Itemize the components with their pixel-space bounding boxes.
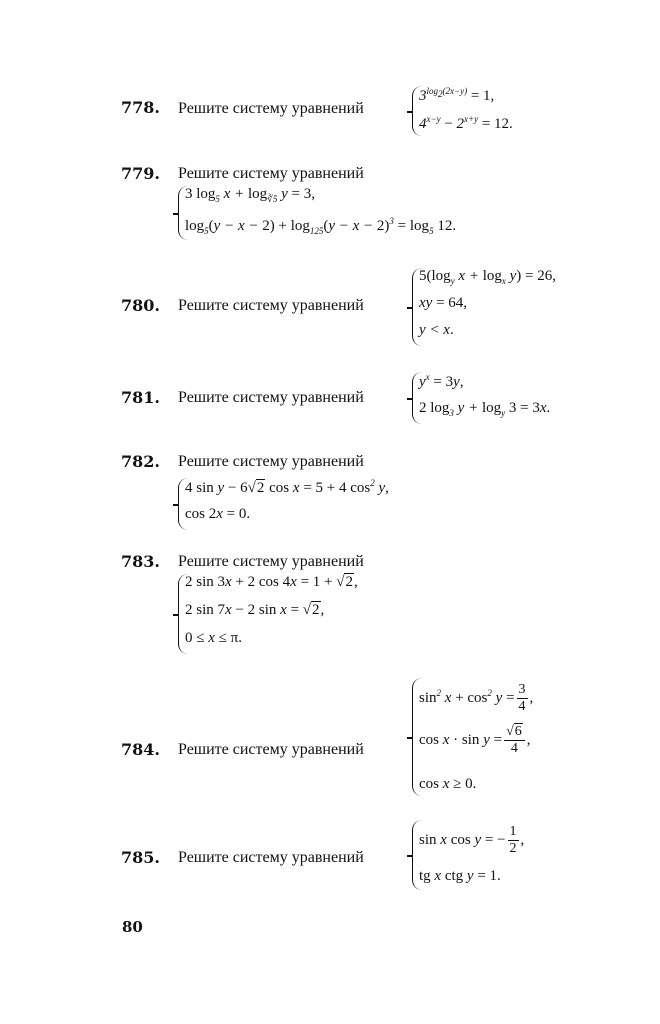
problem-number: 784. [121, 740, 160, 759]
equation: $y^x = 3y$, [419, 372, 464, 390]
equation: cos x · sin y = $\frac{√6}{4}$ , [419, 724, 531, 756]
equation: $4^{x-y} - 2^{x+y} = 12$. [419, 114, 513, 132]
problem-label: Решите систему уравнений [178, 165, 364, 182]
equation: cos 2x = 0. [185, 506, 251, 522]
equation-system [178, 574, 429, 654]
problem-number: 783. [121, 552, 160, 571]
problem-label: Решите систему уравнений [178, 453, 364, 470]
equation: 4 sin y − 6√2 cos x = 5 + 4 $\cos^2 y$, [185, 478, 389, 496]
problem-number: 782. [121, 452, 160, 471]
equation-system [412, 86, 603, 136]
problem-label: Решите систему уравнений [178, 389, 364, 406]
equation: 2 $\log_3 y + \log_y 3 = 3x$. [419, 400, 551, 418]
equation: $3^{log_2(2x-y)} = 1$, [419, 86, 495, 104]
problem-label: Решите систему уравнений [178, 553, 364, 570]
equation-system [412, 372, 593, 424]
problem-number: 779. [121, 164, 160, 183]
equation: sin x cos y = − $\frac{1}{2}$ , [419, 824, 525, 856]
equation: 3 $\log_5 x + \log_{∛5} y = 3$, [185, 186, 316, 204]
equation-system [178, 478, 459, 530]
equation: 0 ≤ x ≤ π. [185, 630, 242, 646]
problem-label: Решите систему уравнений [178, 297, 364, 314]
problem-label: Решите систему уравнений [178, 100, 364, 117]
problem-number: 778. [121, 98, 160, 117]
problem-label: Решите систему уравнений [178, 741, 364, 758]
equation-system [412, 820, 583, 890]
equation: $\log_5(y - x - 2) + \log_{125}(y - x - 2)^3 = \log_5 12$. [185, 216, 457, 236]
equation: $5(\log_y$ $x + \log_x y) = 26$, [419, 268, 557, 286]
equation: 2 sin 7x − 2 sin x = √2, [185, 602, 325, 618]
equation: tg x ctg y = 1. [419, 868, 501, 884]
equation-system [412, 268, 608, 346]
problem-number: 781. [121, 388, 160, 407]
equation: y < x. [419, 322, 454, 338]
equation-system [178, 186, 539, 240]
problem-label: Решите систему уравнений [178, 849, 364, 866]
problem-number: 785. [121, 848, 160, 867]
equation: 2 sin 3x + 2 cos 4x = 1 + √2, [185, 574, 358, 590]
problem-number: 780. [121, 296, 160, 315]
equation: $\sin^2 x + \cos^2 y$ = $\frac{3}{4}$ , [419, 682, 534, 714]
equation: cos x ≥ 0. [419, 776, 477, 792]
page-number: 80 [122, 918, 143, 936]
equation-system [412, 678, 603, 796]
equation: xy = 64, [419, 295, 468, 311]
